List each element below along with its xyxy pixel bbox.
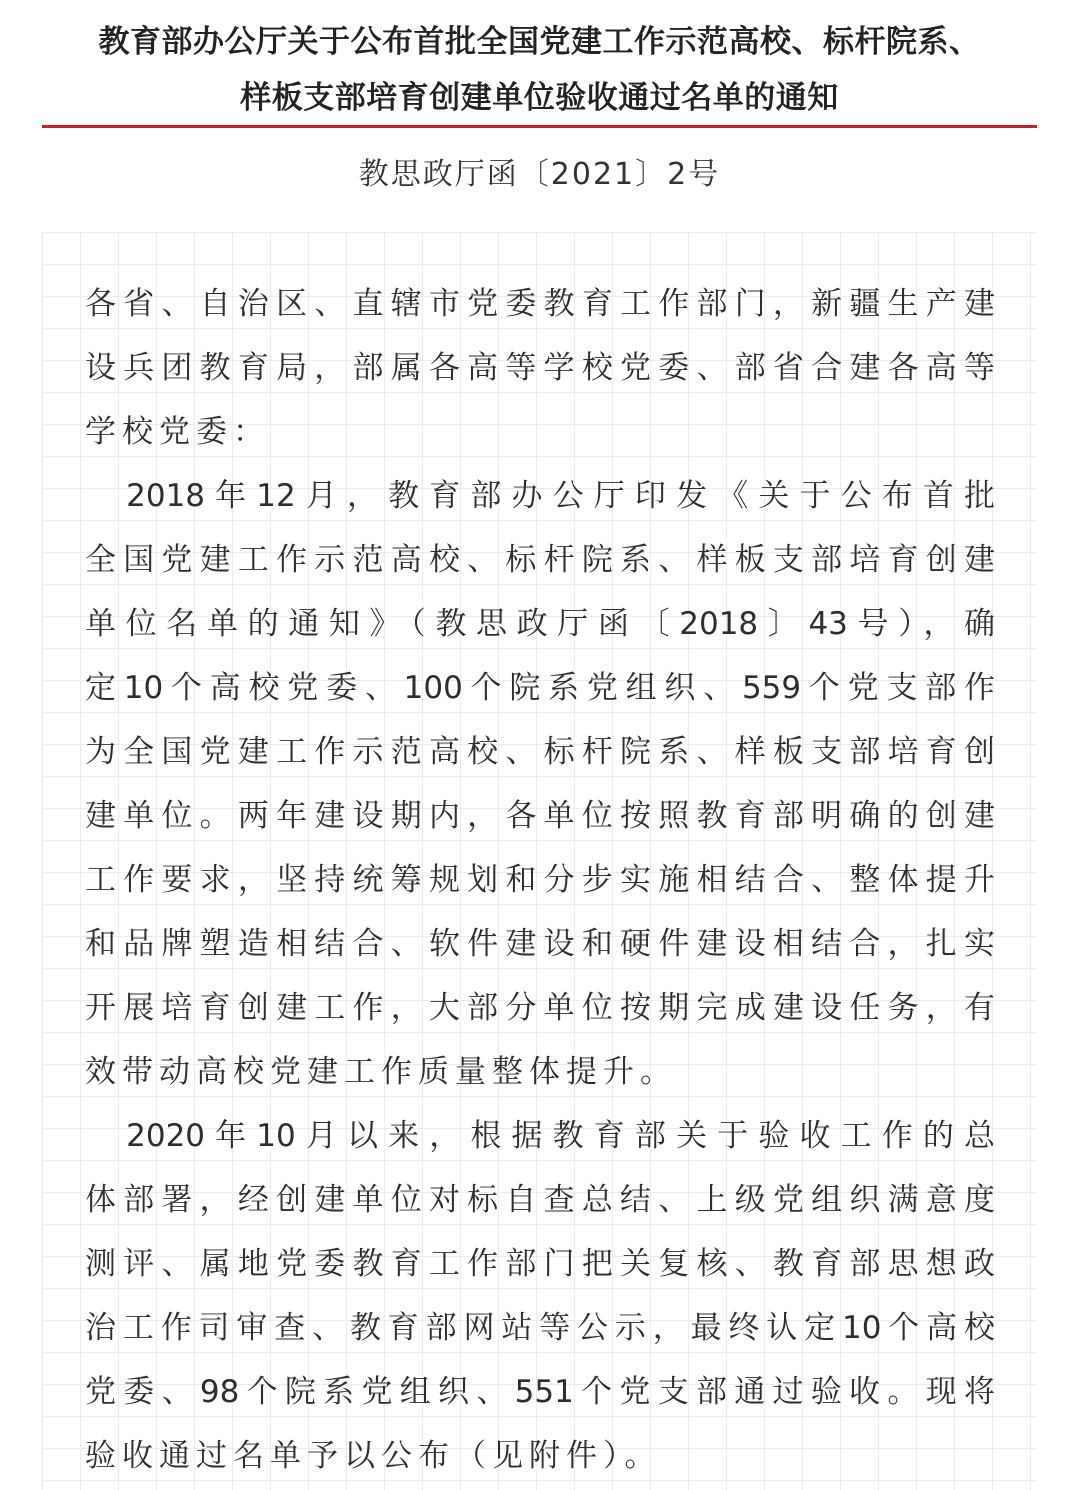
body-line: 设兵团教育局，部属各高等学校党委、部省合建各高等 — [85, 350, 995, 386]
body-line: 定10个高校党委、100个院系党组织、559个党支部作 — [85, 670, 995, 706]
body-line: 建单位。两年建设期内，各单位按照教育部明确的创建 — [85, 798, 995, 834]
title-line-2: 样板支部培育创建单位验收通过名单的通知 — [240, 80, 839, 116]
body-line: 各省、自治区、直辖市党委教育工作部门，新疆生产建 — [85, 286, 995, 322]
body-line: 全国党建工作示范高校、标杆院系、样板支部培育创建 — [85, 542, 995, 578]
body-line: 治工作司审查、教育部网站等公示，最终认定10个高校 — [85, 1310, 995, 1346]
body-line: 效带动高校党建工作质量整体提升。 — [85, 1054, 677, 1090]
body-line: 工作要求，坚持统筹规划和分步实施相结合、整体提升 — [85, 862, 995, 898]
body-line: 学校党委： — [85, 414, 270, 450]
title-divider — [42, 125, 1037, 128]
document-body — [85, 272, 995, 1488]
body-line: 2018年12月，教育部办公厅印发《关于公布首批 — [85, 478, 995, 514]
body-line: 开展培育创建工作，大部分单位按期完成建设任务，有 — [85, 990, 995, 1026]
body-line: 和品牌塑造相结合、软件建设和硬件建设相结合，扎实 — [85, 926, 995, 962]
body-line: 验收通过名单予以公布（见附件）。 — [85, 1438, 662, 1474]
body-line: 为全国党建工作示范高校、标杆院系、样板支部培育创 — [85, 734, 995, 770]
body-line: 2020年10月以来，根据教育部关于验收工作的总 — [85, 1118, 995, 1154]
body-line: 体部署，经创建单位对标自查总结、上级党组织满意度 — [85, 1182, 995, 1218]
document-title — [20, 14, 1059, 126]
body-line: 单位名单的通知》（教思政厅函〔2018〕43号），确 — [85, 606, 995, 642]
body-line: 党委、98个院系党组织、551个党支部通过验收。现将 — [85, 1374, 995, 1410]
body-line: 测评、属地党委教育工作部门把关复核、教育部思想政 — [85, 1246, 995, 1282]
document-number: 教思政厅函〔2021〕2号 — [358, 157, 721, 192]
title-line-1: 教育部办公厅关于公布首批全国党建工作示范高校、标杆院系、 — [98, 24, 981, 60]
